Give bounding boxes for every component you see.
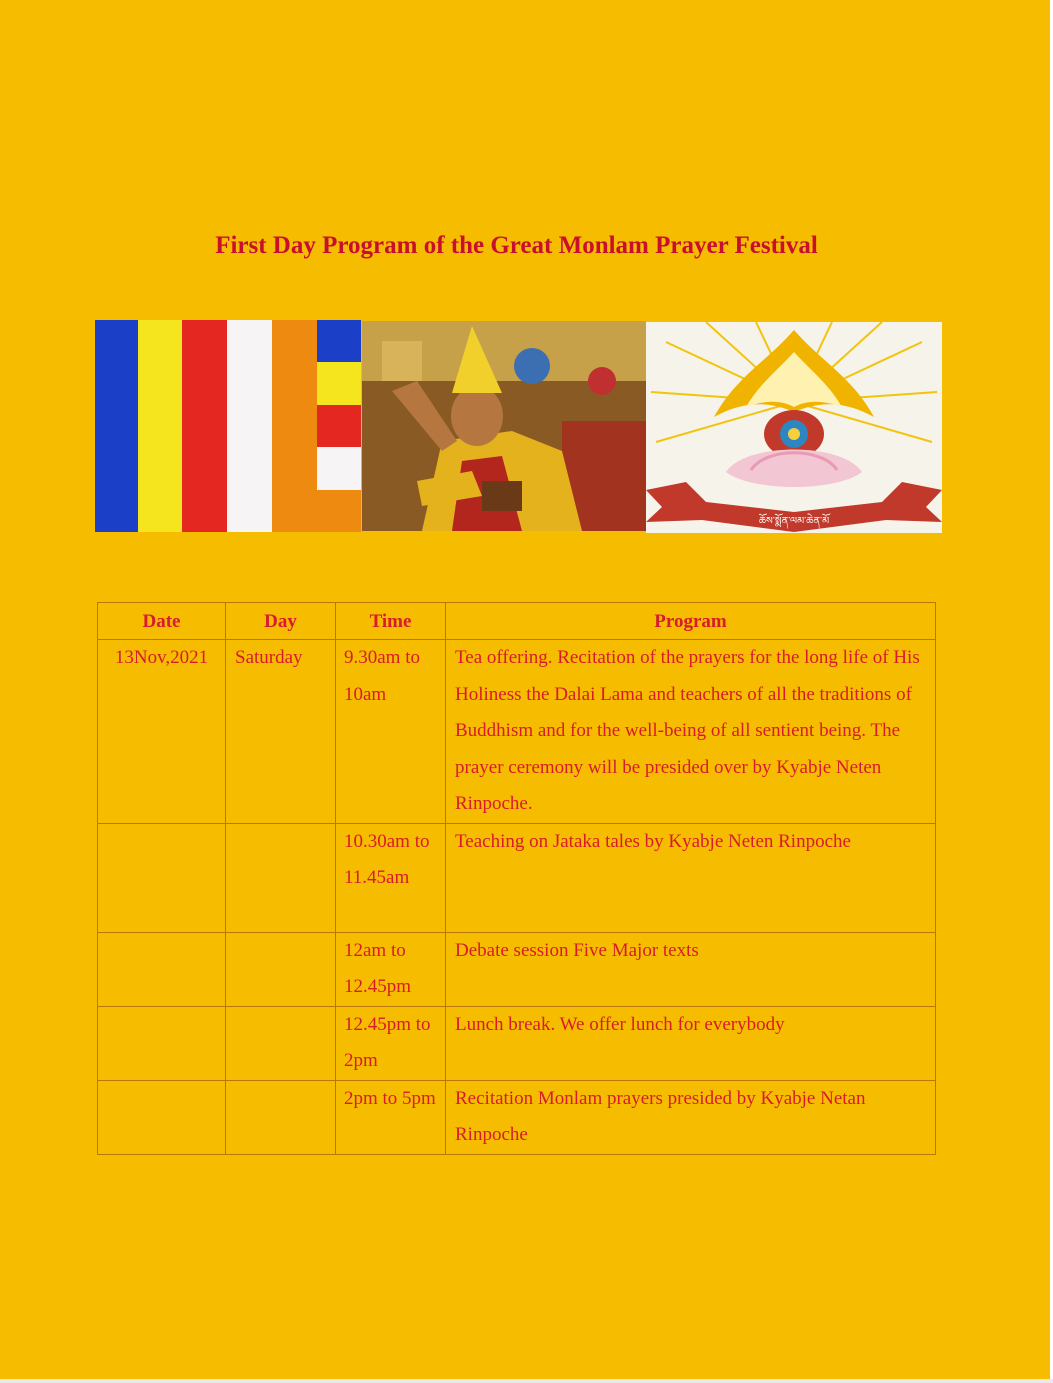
monlam-emblem-image	[646, 322, 942, 533]
lama-photo	[362, 321, 646, 531]
cell-time: 12am to 12.45pm	[336, 932, 446, 1006]
cell-program: Debate session Five Major texts	[446, 932, 936, 1006]
cell-day	[226, 932, 336, 1006]
table-header-row	[98, 603, 936, 640]
program-table	[97, 602, 936, 1155]
header-time: Time	[336, 603, 446, 640]
cell-program: Tea offering. Recitation of the prayers for the long life of His Holiness the Dalai Lama and teachers of all the traditions of Buddhism and for the well-being of all sentient being. The prayer ceremony will be presided over by Kyabje Neten Rinpoche.	[446, 640, 936, 824]
header-date: Date	[98, 603, 226, 640]
table-row	[98, 1080, 936, 1154]
header-day: Day	[226, 603, 336, 640]
cell-program: Recitation Monlam prayers presided by Kyabje Netan Rinpoche	[446, 1080, 936, 1154]
header-program: Program	[446, 603, 936, 640]
buddhist-flag-image	[95, 320, 361, 532]
cell-date	[98, 1006, 226, 1080]
cell-date	[98, 932, 226, 1006]
cell-day: Saturday	[226, 640, 336, 824]
emblem-ribbon-text: ཆོས་སྨོན་ལམ་ཆེན་མོ	[758, 516, 830, 527]
cell-time: 10.30am to 11.45am	[336, 823, 446, 932]
bottom-edge	[0, 1379, 1053, 1383]
table-row	[98, 1006, 936, 1080]
cell-time: 12.45pm to 2pm	[336, 1006, 446, 1080]
cell-time: 9.30am to 10am	[336, 640, 446, 824]
cell-day	[226, 1006, 336, 1080]
cell-date	[98, 823, 226, 932]
cell-time: 2pm to 5pm	[336, 1080, 446, 1154]
page-title: First Day Program of the Great Monlam Prayer Festival	[215, 232, 818, 259]
cell-day	[226, 1080, 336, 1154]
cell-day	[226, 823, 336, 932]
cell-program: Teaching on Jataka tales by Kyabje Neten Rinpoche	[446, 823, 936, 932]
table-row	[98, 823, 936, 932]
cell-date	[98, 1080, 226, 1154]
cell-program: Lunch break. We offer lunch for everybody	[446, 1006, 936, 1080]
cell-date: 13Nov,2021	[98, 640, 226, 824]
table-row	[98, 932, 936, 1006]
table-row	[98, 640, 936, 824]
